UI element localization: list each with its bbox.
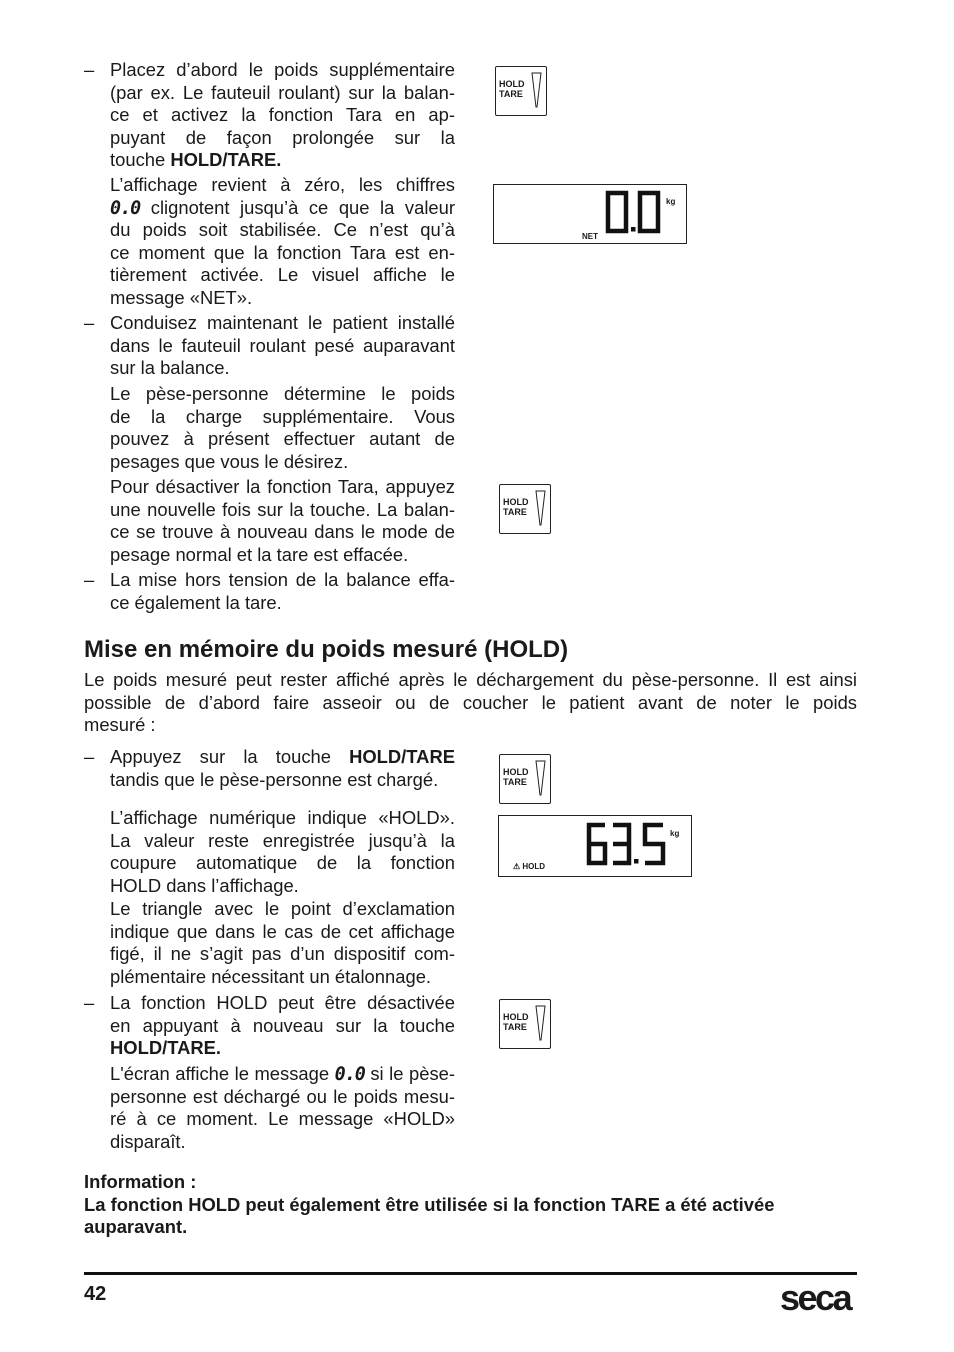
text-line: dans le fauteuil roulant pesé auparavant (110, 334, 455, 356)
text-line: L'écran affiche le message (110, 1063, 335, 1084)
hold-tare-key-label: HOLD TARE (499, 79, 525, 99)
net-status: NET (582, 232, 598, 241)
text-line: La mise hors tension de la balance effa- (110, 569, 455, 590)
text-line: en appuyant à nouveau sur la touche (110, 1014, 455, 1036)
text-line: touche (110, 149, 171, 171)
text-line: Pour désactiver la fonction Tara, appuyez (110, 476, 455, 497)
tare-deactivate-paragraph (110, 476, 455, 566)
text-line: plémentaire nécessitant un étalonnage. (110, 965, 432, 987)
information-box (84, 1171, 857, 1239)
text-line: tandis que le pèse-personne est chargé. (110, 768, 439, 790)
text-line: personne est déchargé ou le poids mesu- (110, 1085, 455, 1107)
dash-bullet: – (84, 312, 95, 333)
segment-display-value (604, 190, 664, 234)
hold-intro (84, 669, 857, 737)
hold-step-1 (110, 746, 455, 791)
text-line: si le pèse- (364, 1063, 455, 1084)
text-line: ce se trouve à nouveau dans le mode de (110, 521, 455, 543)
text-line: mesuré : (84, 714, 156, 736)
text-line: Appuyez sur la touche (110, 746, 350, 767)
section-heading: Mise en mémoire du poids mesuré (HOLD) (84, 636, 569, 663)
hold-status-text: HOLD (522, 862, 546, 871)
text-line: une nouvelle fois sur la touche. La balan- (110, 498, 455, 520)
press-arrow-icon (535, 760, 546, 796)
text-line: La fonction HOLD peut être désactivée (110, 992, 455, 1013)
hold-tare-key-label: HOLD TARE (503, 1012, 529, 1032)
text-line: La valeur reste enregistrée jusqu’à la (110, 829, 455, 851)
warning-triangle-icon: ⚠ (513, 862, 521, 871)
display-hold (498, 815, 692, 877)
text-line: ce également la tare. (110, 591, 282, 613)
hold-tare-key-label: HOLD TARE (503, 767, 529, 787)
text-line: du poids soit stabilisée. Ce n’est qu’à (110, 219, 455, 241)
dash-bullet: – (84, 992, 95, 1013)
text-line: ce et activez la fonction Tara en ap- (110, 104, 455, 126)
text-line: tièrement activée. Le visuel affiche le (110, 264, 455, 286)
text-line: (par ex. Le fauteuil roulant) sur la balan- (110, 81, 455, 103)
tare-step-1 (110, 59, 455, 172)
text-line: clignotent jusqu’à ce que la valeur (140, 196, 455, 218)
hold-tare-label: HOLD/TARE. (110, 1037, 222, 1059)
hold-tare-key (499, 999, 551, 1049)
tare-zero-paragraph (110, 174, 455, 310)
hold-tare-key (499, 754, 551, 804)
text-line: pesage normal et la tare est effacée. (110, 543, 409, 565)
text-line: message «NET». (110, 286, 253, 308)
hold-status (513, 862, 545, 871)
text-line: disparaît. (110, 1130, 186, 1152)
press-arrow-icon (531, 72, 542, 108)
text-line: L’affichage numérique indique «HOLD». (110, 807, 455, 828)
text-line: figé, il ne s’agit pas d’un dispositif com- (110, 943, 455, 965)
page-number: 42 (84, 1283, 107, 1305)
text-line: ré à ce moment. Le message «HOLD» (110, 1108, 455, 1130)
hold-release-paragraph (110, 1063, 455, 1153)
hold-tare-label: HOLD/TARE. (170, 149, 282, 171)
text-line: sur la balance. (110, 357, 230, 379)
dash-bullet: – (84, 569, 95, 590)
hold-step-2 (110, 992, 455, 1060)
text-line: coupure automatique de la fonction (110, 852, 455, 874)
text-line: Le pèse-personne détermine le poids (110, 383, 455, 404)
tare-step-2 (110, 312, 455, 380)
text-line: ce moment que la fonction Tara est en- (110, 241, 455, 263)
seca-logo: seca (780, 1277, 851, 1318)
info-text: La fonction HOLD peut également être utilisée si la fonction TARE a été activée (84, 1193, 775, 1215)
display-net (493, 184, 687, 244)
dash-bullet: – (84, 59, 95, 80)
text-line: Le poids mesuré peut rester affiché après le déchargement du pèse-personne. Il est ainsi (84, 669, 857, 690)
text-line: Placez d’abord le poids supplémentaire (110, 59, 455, 80)
press-arrow-icon (535, 490, 546, 526)
press-arrow-icon (535, 1005, 546, 1041)
info-text: auparavant. (84, 1216, 188, 1238)
text-line: L’affichage revient à zéro, les chiffres (110, 174, 455, 195)
text-line: pesages que vous le désirez. (110, 450, 349, 472)
dash-bullet: – (84, 746, 95, 767)
hold-tare-label: HOLD/TARE (349, 746, 455, 767)
triangle-paragraph (110, 898, 455, 988)
segment-digits: 0.0 (334, 1064, 365, 1085)
unit-label: kg (670, 829, 680, 838)
info-title: Information : (84, 1171, 197, 1192)
segment-digits: 0.0 (110, 197, 141, 219)
footer-rule (84, 1272, 857, 1275)
text-line: Le triangle avec le point d’exclamation (110, 898, 455, 919)
text-line: indique que dans le cas de cet affichage (110, 920, 455, 942)
unit-label: kg (666, 197, 676, 206)
text-line: HOLD dans l’affichage. (110, 874, 299, 896)
text-line: de la charge supplémentaire. Vous (110, 405, 455, 427)
tare-step-3 (110, 569, 455, 614)
hold-tare-key (495, 66, 547, 116)
text-line: Conduisez maintenant le patient installé (110, 312, 455, 333)
text-line: puyant de façon prolongée sur la (110, 126, 455, 148)
text-line: pouvez à présent effectuer autant de (110, 428, 455, 450)
tare-weight-paragraph (110, 383, 455, 473)
text-line: possible de d’abord faire asseoir ou de coucher le patient avant de noter le poids (84, 691, 857, 713)
segment-display-value (585, 822, 667, 866)
hold-tare-key (499, 484, 551, 534)
hold-tare-key-label: HOLD TARE (503, 497, 529, 517)
hold-display-paragraph (110, 807, 455, 897)
